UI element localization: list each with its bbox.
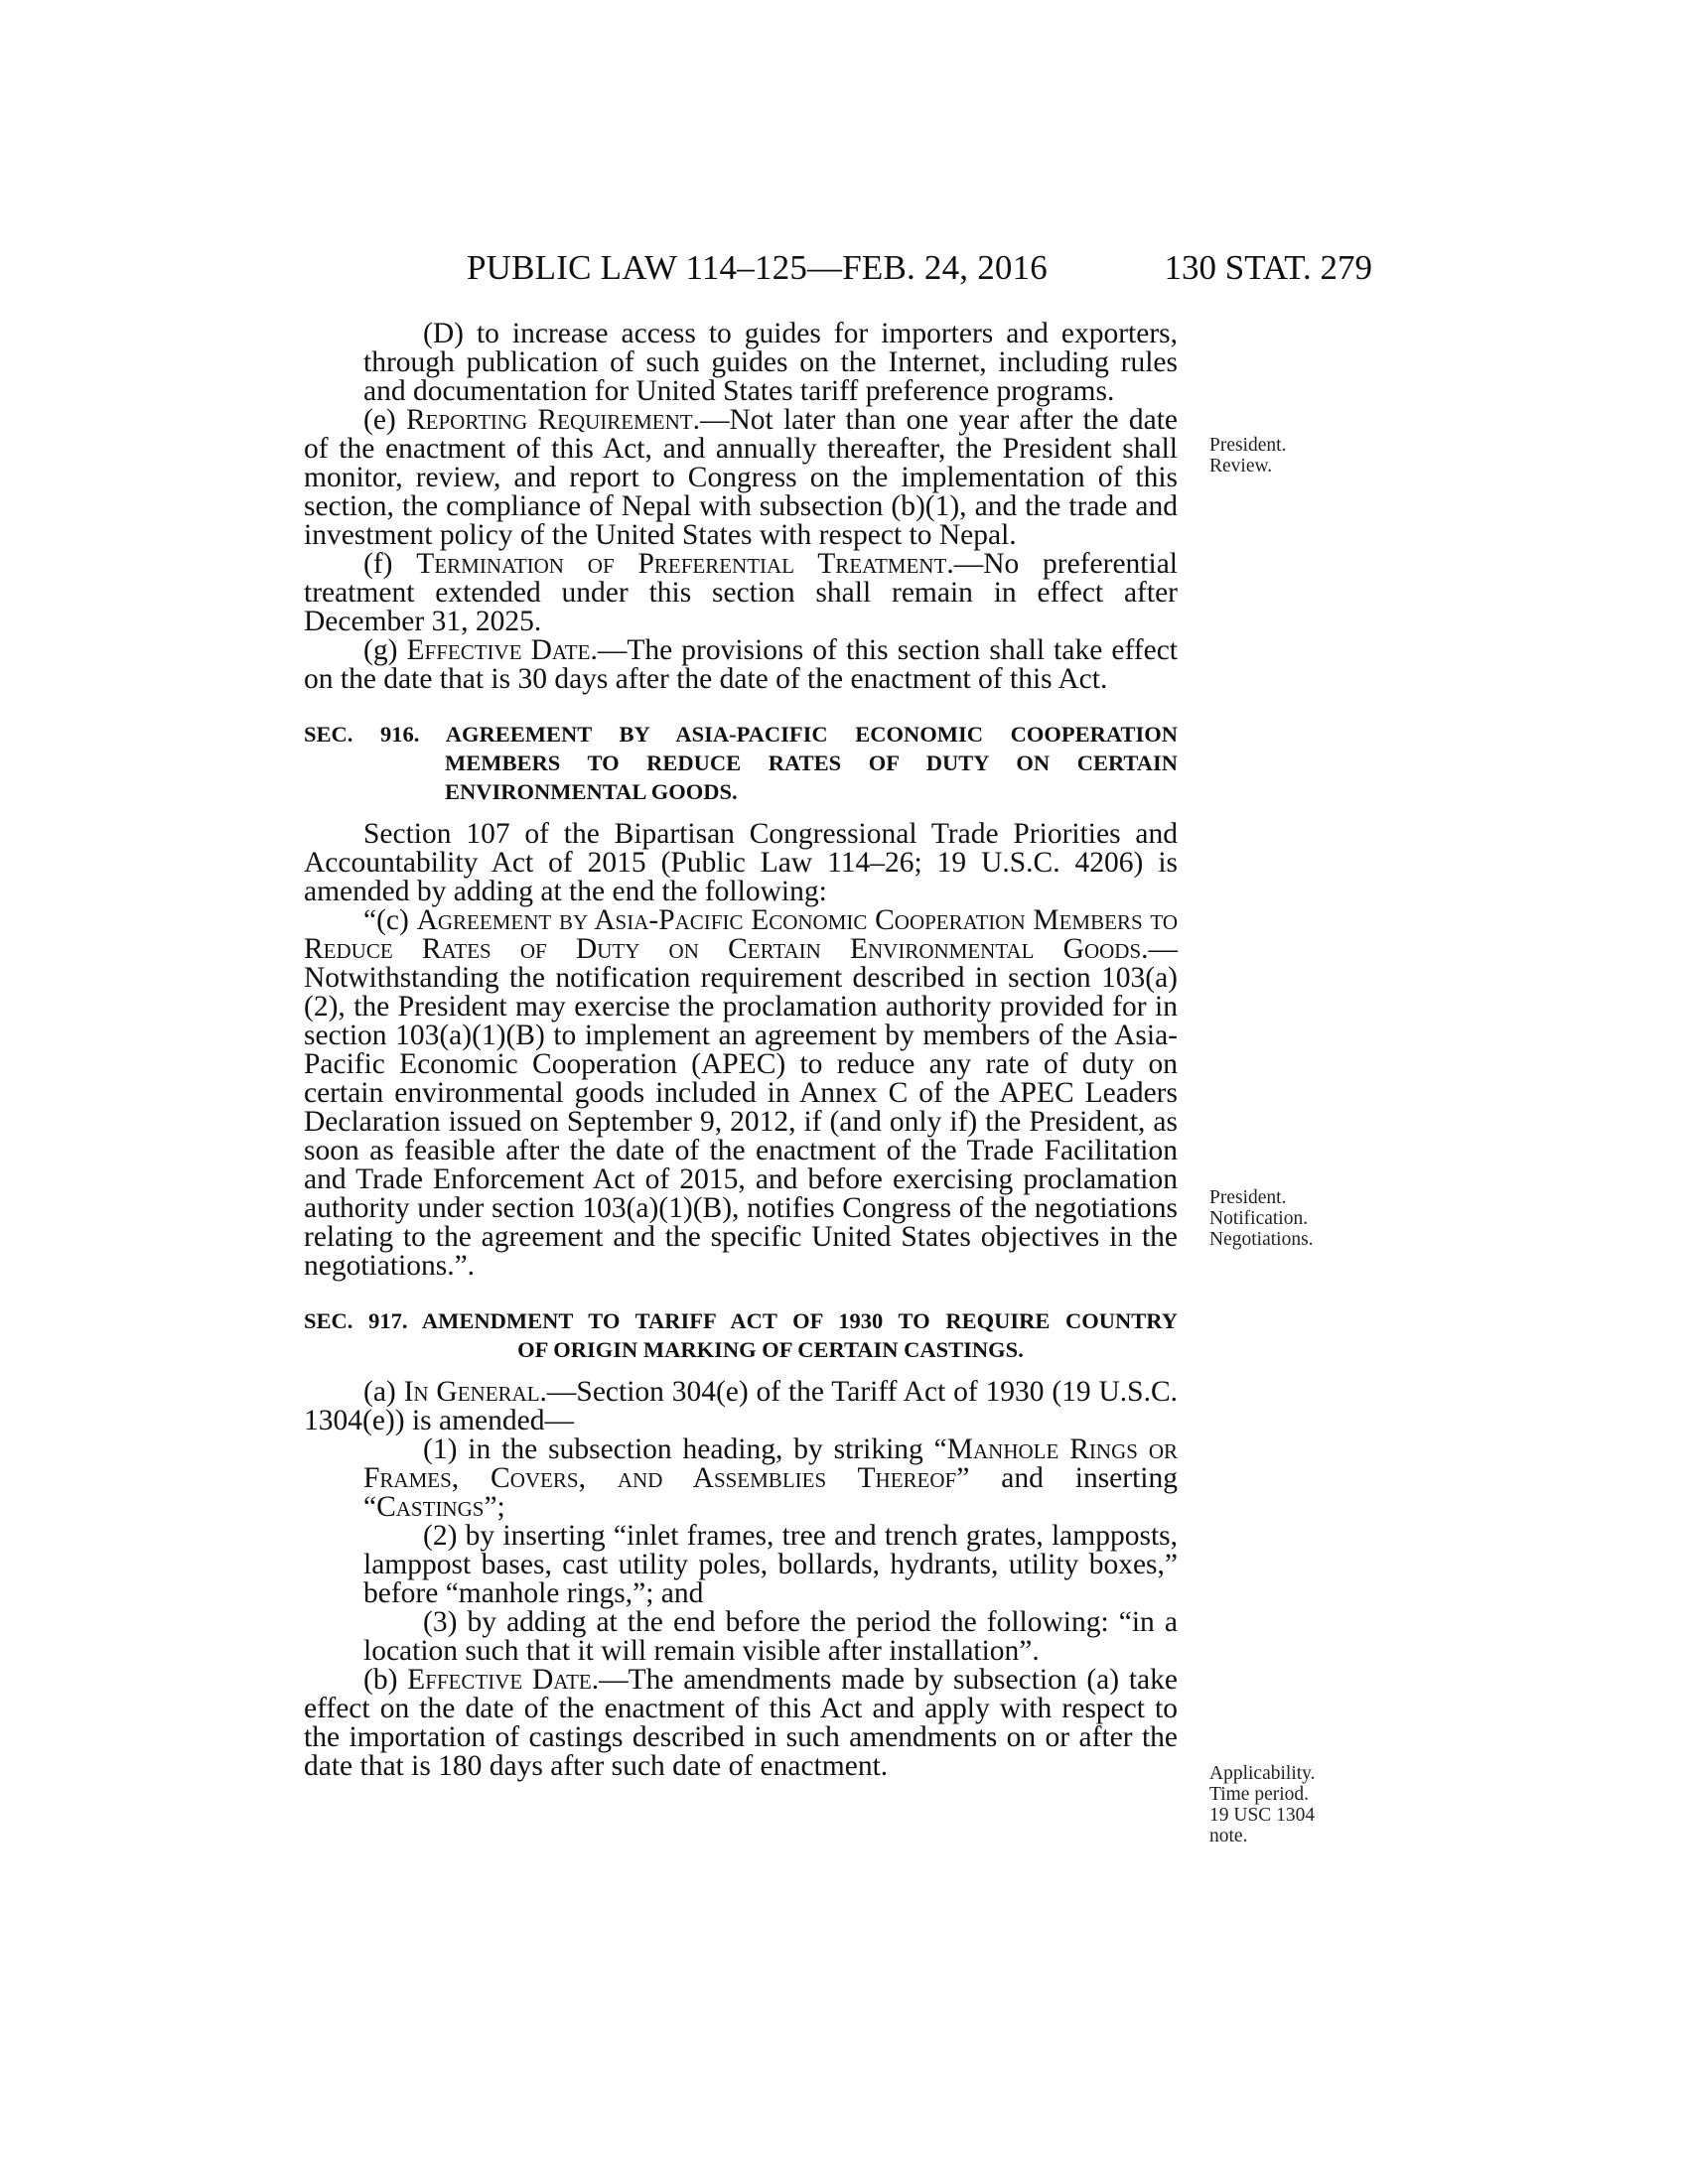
paragraph-a2: (2) by inserting “inlet frames, tree and trench grates, lampposts, lamppost bases, cast utility poles, bollards, hydrants, utility boxes,” before “manhole rings,”; and — [363, 1520, 1178, 1609]
paragraph-a1: (1) in the subsection heading, by striking “Manhole Rings or Frames, Covers, and Assemblies Thereof” and inserting “Castings”; — [363, 1433, 1178, 1523]
document-body — [304, 320, 1178, 1781]
margin-note-apec: President. Notification. Negotiations. — [1209, 1187, 1314, 1250]
subsection-g: (g) Effective Date.—The provisions of this section shall take effect on the date that is 30 days after the date of the enactment of this Act. — [304, 634, 1178, 695]
subsection-c: “(c) Agreement by Asia-Pacific Economic Cooperation Members to Reduce Rates of Duty on Certain Environmental Goods.—Notwithstanding the notification requirement described in section 103(a)(2), the President may exercise the proclamation authority provided for in section 103(a)(1)(B) to implement an agreement by members of the Asia-Pacific Economic Cooperation (APEC) to reduce any rate of duty on certain environmental goods included in Annex C of the APEC Leaders Declaration issued on September 9, 2012, if (and only if) the President, as soon as feasible after the date of the enactment of the Trade Facilitation and Trade Enforcement Act of 2015, and before exercising proclamation authority under section 103(a)(1)(B), notifies Congress of the negotiations relating to the agreement and the specific United States objectives in the negotiations.”. — [304, 904, 1178, 1282]
section-heading-917: SEC. 917. AMENDMENT TO TARIFF ACT OF 1930 TO REQUIRE COUNTRY OF ORIGIN MARKING OF CERTAIN CASTINGS. — [304, 1308, 1178, 1362]
subsection-heading: Termination of Preferential Treatment — [416, 548, 947, 580]
paragraph-a3: (3) by adding at the end before the period the following: “in a location such that it will remain visible after installation”. — [363, 1606, 1178, 1667]
subsection-a: (a) In General.—Section 304(e) of the Tariff Act of 1930 (19 U.S.C. 1304(e)) is amended— — [304, 1376, 1178, 1436]
paragraph-d: (D) to increase access to guides for importers and exporters, through publication of such guides on the Internet, including rules and documentation for United States tariff preference programs. — [363, 318, 1178, 407]
subsection-heading: Reporting Requirement — [405, 404, 693, 436]
subsection-f: (f) Termination of Preferential Treatment.—No preferential treatment extended under this section shall remain in effect after December 31, 2025. — [304, 548, 1178, 637]
subsection-heading: Effective Date — [407, 1664, 592, 1696]
subsection-heading: Agreement by Asia-Pacific Economic Cooperation Members to Reduce Rates of Duty on Certain Environmental Goods — [304, 904, 1178, 965]
page-number: 130 STAT. 279 — [1164, 248, 1372, 287]
section-916-intro: Section 107 of the Bipartisan Congressional Trade Priorities and Accountability Act of 2015 (Public Law 114–26; 19 U.S.C. 4206) is amended by adding at the end the following: — [304, 818, 1178, 907]
section-heading-916: SEC. 916. AGREEMENT BY ASIA-PACIFIC ECONOMIC COOPERATION MEMBERS TO REDUCE RATES OF DUTY ON CERTAIN ENVIRONMENTAL GOODS. — [304, 722, 1178, 804]
subsection-e: (e) Reporting Requirement.—Not later than one year after the date of the enactment of this Act, and annually thereafter, the President shall monitor, review, and report to Congress on the implementation of this section, the compliance of Nepal with subsection (b)(1), and the trade and investment policy of the United States with respect to Nepal. — [304, 404, 1178, 551]
subsection-b: (b) Effective Date.—The amendments made by subsection (a) take effect on the date of the enactment of this Act and apply with respect to the importation of castings described in such amendments on or after the date that is 180 days after such date of enactment. — [304, 1664, 1178, 1782]
margin-note-reporting: President. Review. — [1209, 435, 1287, 477]
running-header: PUBLIC LAW 114–125—FEB. 24, 2016 — [467, 248, 1049, 287]
subsection-heading: In General — [403, 1376, 540, 1408]
margin-note-effective-date: Applicability. Time period. 19 USC 1304 note. — [1209, 1763, 1316, 1846]
subsection-heading: Effective Date — [406, 634, 591, 666]
